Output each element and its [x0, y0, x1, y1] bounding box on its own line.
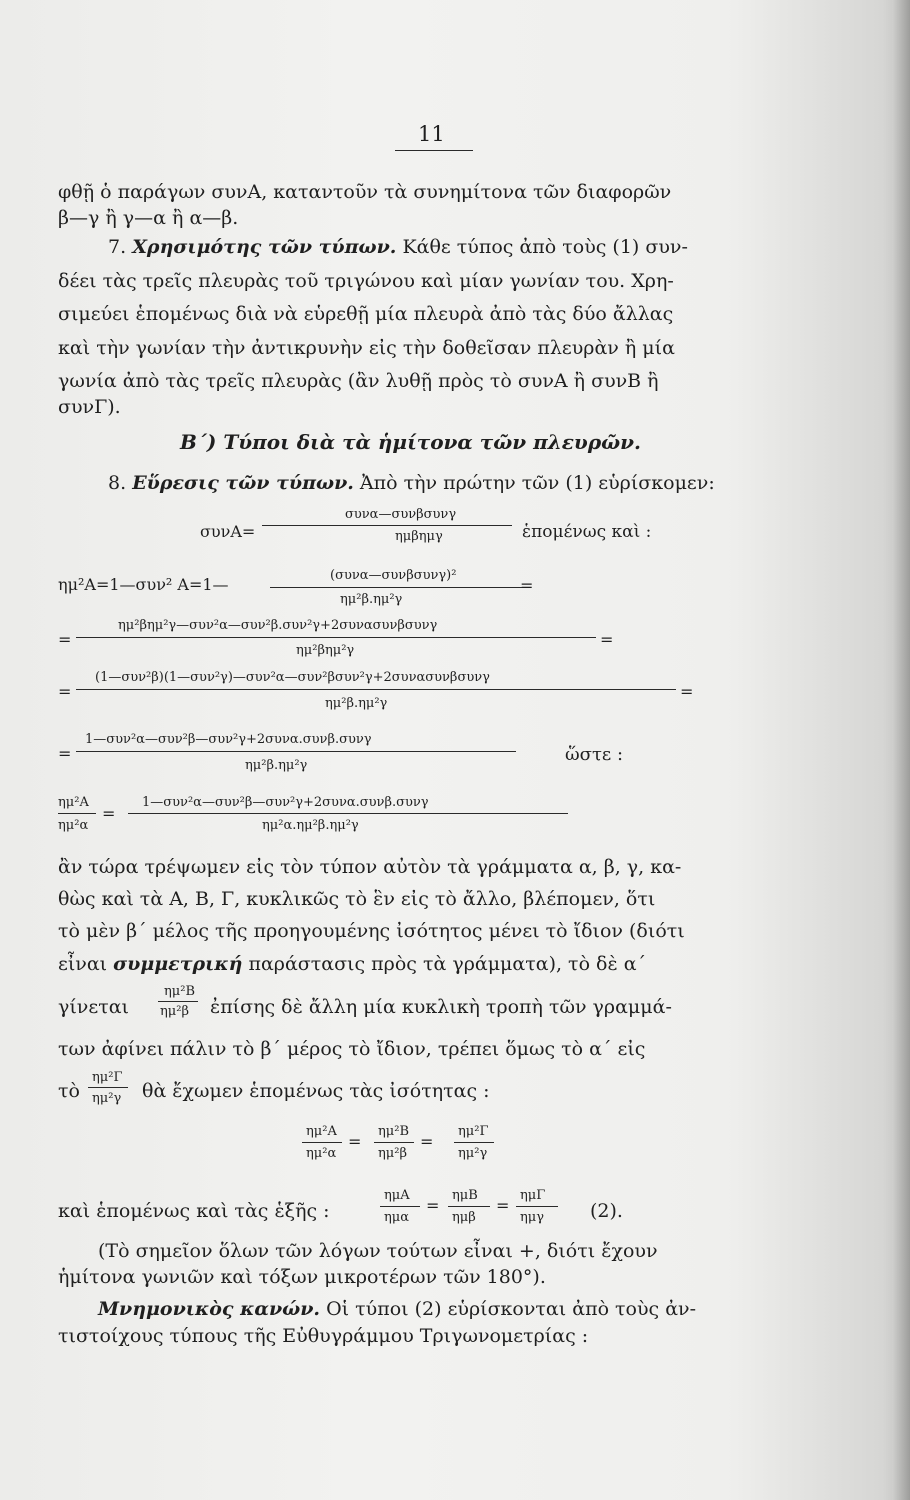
fraction-denominator: ημ²β.ημ²γ [340, 592, 403, 607]
text-line: β—γ ἢ γ—α ἢ α—β. [58, 207, 239, 229]
fraction-denominator: ημγ [520, 1210, 545, 1225]
text-line: φθῇ ὁ παράγων συνA, καταντοῦν τὰ συνημίτονα τῶν διαφορῶν [58, 181, 672, 203]
section-8-heading [108, 474, 715, 493]
text-span: Οἱ τύποι (2) εὑρίσκονται ἀπὸ τοὺς ἀν- [326, 1298, 697, 1320]
text-line: ἑπομένως καὶ : [522, 522, 652, 542]
section-7-heading [108, 238, 688, 257]
text-span: γίνεται [58, 996, 129, 1018]
fraction-numerator: ημ²A [306, 1124, 337, 1139]
text-line: ὥστε : [565, 744, 624, 765]
text-span: θὰ ἔχωμεν ἑπομένως τὰς ἰσότητας : [142, 1080, 490, 1102]
text-line: καὶ τὴν γωνίαν τὴν ἀντικρυνὴν εἰς τὴν δοθεῖσαν πλευρὰν ἢ μία [58, 337, 675, 359]
text-line: ἡμίτονα γωνιῶν καὶ τόξων μικροτέρων τῶν 180°). [58, 1266, 546, 1288]
fraction-numerator: ημ²Γ [458, 1124, 489, 1139]
equals-sign: = [102, 804, 116, 823]
fraction-bar [374, 1142, 414, 1143]
fraction-numerator: ημ²B [164, 984, 196, 999]
fraction-bar [58, 813, 96, 814]
text-line: γωνία ἀπὸ τὰς τρεῖς πλευρὰς (ἂν λυθῇ πρὸς τὸ συνA ἢ συνB ἢ [58, 370, 659, 392]
section-number: 8. [108, 472, 127, 494]
text-line [98, 1300, 696, 1319]
text-line: τιστοίχους τύπους τῆς Εὐθυγράμμου Τριγωνομετρίας : [58, 1325, 589, 1347]
fraction-denominator: ημ²α.ημ²β.ημ²γ [262, 818, 359, 833]
equals-sign: = [58, 744, 72, 763]
text-line: Κάθε τύπος ἀπὸ τοὺς (1) συν- [402, 236, 688, 258]
section-title: Μνημονικὸς κανών. [98, 1298, 321, 1320]
fraction-bar [128, 813, 568, 814]
fraction-numerator: ημA [384, 1188, 410, 1203]
text-line: δέει τὰς τρεῖς πλευρὰς τοῦ τριγώνου καὶ μίαν γωνίαν του. Χρη- [58, 270, 674, 292]
fraction-denominator: ημβ [452, 1210, 476, 1225]
text-line: των ἀφίνει πάλιν τὸ β΄ μέρος τὸ ἴδιον, τρέπει ὅμως τὸ α΄ εἰς [58, 1038, 646, 1060]
fraction-bar [516, 1206, 558, 1207]
fraction-denominator: ημ²βημ²γ [296, 643, 355, 658]
text-line: τὸ μὲν β΄ μέλος τῆς προηγουμένης ἰσότητος μένει τὸ ἴδιον (διότι [58, 920, 685, 942]
text-span: ἐπίσης δὲ ἄλλη μία κυκλικὴ τροπὴ τῶν γραμμά- [210, 996, 672, 1018]
fraction-denominator: ημβημγ [395, 529, 443, 544]
fraction-bar [76, 751, 516, 752]
text-span: τὸ [58, 1080, 80, 1102]
text-line: ἂν τώρα τρέψωμεν εἰς τὸν τύπον αὐτὸν τὰ γράμματα α, β, γ, κα- [58, 856, 682, 878]
fraction-denominator: ημ²α [306, 1146, 337, 1161]
text-line: (Τὸ σημεῖον ὅλων τῶν λόγων τούτων εἶναι +, διότι ἔχουν [98, 1240, 658, 1262]
fraction-bar [302, 1142, 342, 1143]
fraction-bar [448, 1206, 490, 1207]
fraction-numerator: ημ²B [378, 1124, 410, 1139]
fraction-denominator: ημα [384, 1210, 410, 1225]
fraction-denominator: ημ²β [160, 1004, 189, 1019]
section-number: 7. [108, 236, 127, 258]
equals-sign: = [520, 576, 534, 595]
section-title: Εὕρεσις τῶν τύπων. [132, 472, 354, 494]
fraction-denominator: ημ²β [378, 1146, 407, 1161]
fraction-bar [76, 689, 676, 690]
fraction-numerator: ημΓ [520, 1188, 546, 1203]
text-span: καὶ ἑπομένως καὶ τὰς ἑξῆς : [58, 1200, 330, 1222]
fraction-numerator: συνα—συνβσυνγ [345, 507, 457, 522]
fraction-denominator: ημ²γ [92, 1091, 122, 1106]
equals-sign: = [348, 1132, 362, 1151]
equation-lhs: ημ²A=1—συν² A=1— [58, 575, 229, 594]
fraction-numerator: ημ²A [58, 795, 89, 810]
fraction-numerator: (συνα—συνβσυνγ)² [330, 568, 457, 583]
text-line: θὼς καὶ τὰ A, B, Γ, κυκλικῶς τὸ ἓν εἰς τὸ ἄλλο, βλέπομεν, ὅτι [58, 888, 656, 910]
fraction-bar [262, 525, 512, 526]
text-span: εἶναι [58, 953, 108, 975]
page-edge-shadow [892, 0, 910, 1500]
text-line [58, 955, 646, 974]
fraction-denominator: ημ²α [58, 818, 89, 833]
fraction-numerator: ημB [452, 1188, 478, 1203]
fraction-numerator: ημ²Γ [92, 1070, 123, 1085]
equals-sign: = [420, 1132, 434, 1151]
fraction-denominator: ημ²γ [458, 1146, 488, 1161]
subsection-heading: Β΄) Τύποι διὰ τὰ ἡμίτονα τῶν πλευρῶν. [180, 430, 641, 454]
fraction-denominator: ημ²β.ημ²γ [245, 758, 308, 773]
equals-sign: = [58, 682, 72, 701]
equation-label: (2). [590, 1200, 623, 1222]
fraction-bar [158, 1001, 198, 1002]
text-span: παράστασις πρὸς τὰ γράμματα), τὸ δὲ α΄ [248, 953, 647, 975]
text-line: σιμεύει ἑπομένως διὰ νὰ εὑρεθῇ μία πλευρὰ ἀπὸ τὰς δύο ἄλλας [58, 303, 674, 325]
fraction-denominator: ημ²β.ημ²γ [325, 696, 388, 711]
equals-sign: = [680, 682, 694, 701]
text-line: Ἀπὸ τὴν πρώτην τῶν (1) εὑρίσκομεν: [359, 472, 715, 494]
text-line: συνΓ). [58, 396, 121, 418]
fraction-bar [270, 587, 530, 588]
fraction-bar [76, 637, 596, 638]
fraction-numerator: 1—συν²α—συν²β—συν²γ+2συνα.συνβ.συνγ [85, 732, 372, 747]
fraction-bar [380, 1206, 420, 1207]
fraction-bar [454, 1142, 494, 1143]
section-title: Χρησιμότης τῶν τύπων. [132, 236, 397, 258]
fraction-numerator: (1—συν²β)(1—συν²γ)—συν²α—συν²βσυν²γ+2συνασυνβσυνγ [95, 670, 490, 685]
header-rule [395, 150, 473, 151]
equals-sign: = [58, 630, 72, 649]
equation-lhs: συνA= [200, 522, 256, 541]
page-number: 11 [418, 122, 445, 146]
emphasis-span: συμμετρική [113, 953, 243, 975]
equals-sign: = [426, 1196, 440, 1215]
equals-sign: = [600, 630, 614, 649]
equals-sign: = [496, 1196, 510, 1215]
fraction-bar [88, 1087, 128, 1088]
fraction-numerator: ημ²βημ²γ—συν²α—συν²β.συν²γ+2συνασυνβσυνγ [118, 618, 438, 633]
fraction-numerator: 1—συν²α—συν²β—συν²γ+2συνα.συνβ.συνγ [142, 795, 429, 810]
